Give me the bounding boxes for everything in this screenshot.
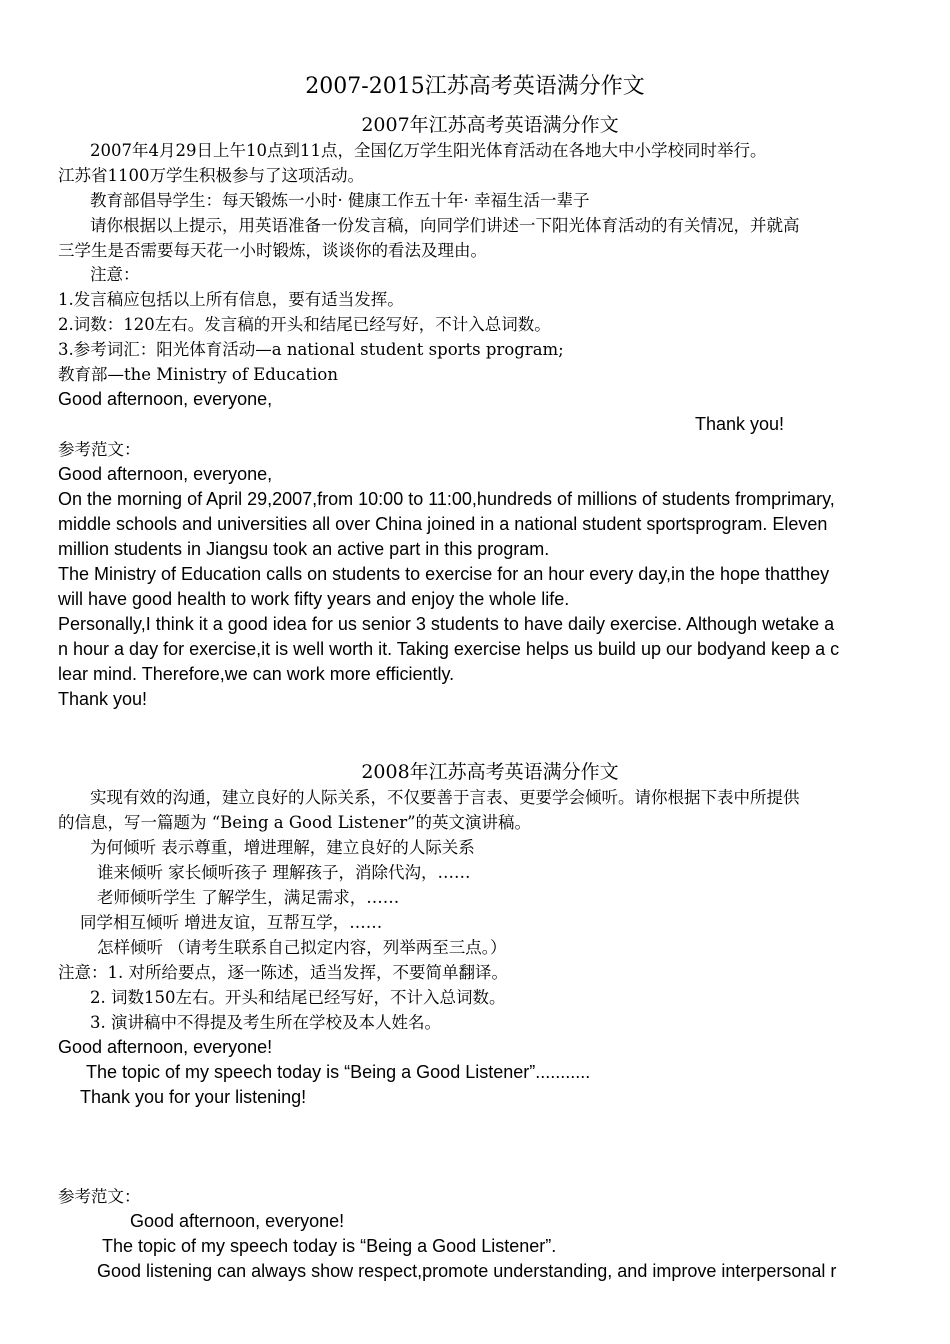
sample-2007-line: On the morning of April 29,2007,from 10:00 to 11:00,hundreds of millions of students fromprimary, (58, 489, 835, 509)
prompt-2008-line: 2. 词数150左右。开头和结尾已经写好，不计入总词数。 (90, 988, 506, 1007)
heading-2008: 2008年江苏高考英语满分作文 (361, 761, 619, 783)
prompt-2007-line: 请你根据以上提示，用英语准备一份发言稿，向同学们讲述一下阳光体育活动的有关情况，并就高 (90, 216, 800, 235)
sample-2007-line: n hour a day for exercise,it is well worth it. Taking exercise helps us build up our bodyand keep a c (58, 639, 840, 659)
prompt-2008-line: Thank you for your listening! (80, 1087, 307, 1107)
sample-2008-line: Good afternoon, everyone! (130, 1211, 345, 1231)
prompt-2007-line: 3.参考词汇：阳光体育活动—a national student sports program; (58, 340, 564, 359)
document-title: 2007-2015江苏高考英语满分作文 (305, 74, 645, 99)
prompt-2007-line: 教育部倡导学生：每天锻炼一小时· 健康工作五十年· 幸福生活一辈子 (90, 191, 590, 210)
prompt-2007-line: 江苏省1100万学生积极参与了这项活动。 (58, 166, 364, 185)
sample-2007-line: middle schools and universities all over China joined in a national student sportsprogram. Eleven (58, 514, 828, 534)
prompt-2007-line: 2.词数：120左右。发言稿的开头和结尾已经写好，不计入总词数。 (58, 315, 551, 334)
prompt-2008-line: 注意：1. 对所给要点，逐一陈述，适当发挥，不要简单翻译。 (58, 963, 508, 982)
prompt-2008-line: 怎样倾听 （请考生联系自己拟定内容，列举两至三点。） (97, 938, 507, 957)
sample-2007-line: lear mind. Therefore,we can work more efficiently. (58, 664, 455, 684)
prompt-2008-line: 3. 演讲稿中不得提及考生所在学校及本人姓名。 (90, 1013, 441, 1032)
sample-2007-line: Personally,I think it a good idea for us senior 3 students to have daily exercise. Although wetake a (58, 614, 835, 634)
prompt-2008-line: The topic of my speech today is “Being a Good Listener”........... (86, 1062, 591, 1082)
sample-2008-line: The topic of my speech today is “Being a Good Listener”. (102, 1236, 557, 1256)
prompt-2008-line: 老师倾听学生 了解学生，满足需求，…… (97, 888, 400, 907)
sample-label-2008: 参考范文： (58, 1187, 141, 1206)
sample-2007-line: The Ministry of Education calls on students to exercise for an hour every day,in the hope thatthey (58, 564, 830, 584)
prompt-2008-line: 谁来倾听 家长倾听孩子 理解孩子，消除代沟，…… (97, 863, 471, 882)
prompt-2008-line: 为何倾听 表示尊重，增进理解，建立良好的人际关系 (90, 838, 475, 857)
heading-2007: 2007年江苏高考英语满分作文 (361, 114, 619, 136)
sample-2007-line: million students in Jiangsu took an active part in this program. (58, 539, 550, 559)
prompt-2008-line: 实现有效的沟通，建立良好的人际关系，不仅要善于言表、更要学会倾听。请你根据下表中所提供 (90, 788, 800, 807)
sample-label-2007: 参考范文： (58, 440, 141, 459)
prompt-2008-line: Good afternoon, everyone! (58, 1037, 273, 1057)
prompt-2007-line: Good afternoon, everyone, (58, 389, 273, 409)
sample-2007-line: Thank you! (58, 689, 148, 709)
prompt-2008-line: 的信息，写一篇题为 “Being a Good Listener”的英文演讲稿。 (58, 813, 532, 832)
prompt-2007-line: 1.发言稿应包括以上所有信息，要有适当发挥。 (58, 290, 404, 309)
prompt-2007-line: 2007年4月29日上午10点到11点，全国亿万学生阳光体育活动在各地大中小学校同时举行。 (90, 141, 767, 160)
prompt-2007-line: 教育部—the Ministry of Education (58, 365, 338, 384)
prompt-2007-line: 三学生是否需要每天花一小时锻炼，谈谈你的看法及理由。 (58, 241, 487, 260)
prompt-2008-line: 同学相互倾听 增进友谊，互帮互学，…… (80, 913, 383, 932)
prompt-2007-line: 注意： (90, 265, 140, 284)
closing-2007: Thank you! (695, 414, 785, 434)
sample-2007-line: Good afternoon, everyone, (58, 464, 273, 484)
sample-2007-line: will have good health to work fifty years and enjoy the whole life. (58, 589, 570, 609)
sample-2008-line: Good listening can always show respect,promote understanding, and improve interpersonal r (97, 1261, 837, 1281)
